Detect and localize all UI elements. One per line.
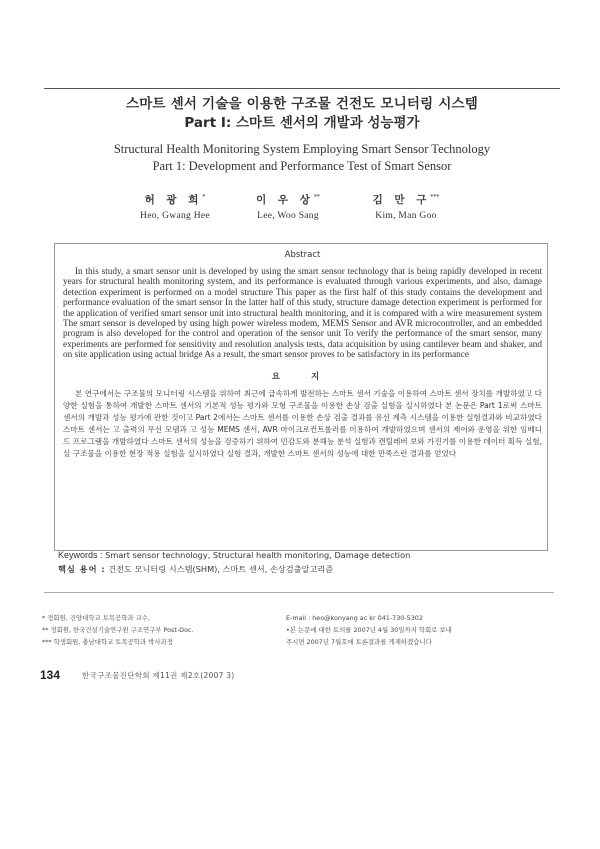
affiliation-note-3: *** 학생회원, 충남대학교 토목공학과 박사과정 xyxy=(42,638,173,646)
korean-summary-heading: 요 지 xyxy=(271,371,334,382)
title-english-line-2: Part 1: Development and Performance Test of Smart Sensor xyxy=(152,159,452,173)
affiliation-note-2: ** 정회원, 한국건설기술연구원 구조연구부 Post-Doc. xyxy=(42,626,194,634)
keywords-korean-label: 핵심 용어 : xyxy=(58,564,106,574)
keywords-english-value: Smart sensor technology, Structural health monitoring, Damage detection xyxy=(105,550,411,560)
author-1-english-name: Heo, Gwang Hee xyxy=(140,211,210,221)
korean-summary-body: 본 연구에서는 구조물의 모니터링 시스템을 위하여 최근에 급속하게 발전하는 스마트 센서 기술을 이용하여 스마트 센서 장치를 개발하였고 다양한 실험을 통하여 개발한 스마트 센서의 기본적 성능 평가와 모형 구조물을 이용한 손상 검출 실험을 실시하였다 본 논문은 Part 1로써 스마트 센서의 개발과 성능 평가에 관한 것이고 Part 2에서는 스마트 센서를 이용한 손상 검출 결과를 유선 계측 시스템을 이용한 실험결과와 비교하였다 스마트 센서는 고 출력의 무선 모뎀과 고 성능 MEMS 센서, AVR 마이크로컨트롤러를 이용하여 개발하였으며 센서의 제어와 운영을 위한 임베디드 프로그램을 개발하였다 스마트 센서의 성능을 검증하기 위하여 민감도와 분해능 분석 실험과 캔틸레버 보와 가진기를 이용한 데이터 획득 실험, 실 구조물을 이용한 현장 적용 실험을 실시하였다 실험 결과, 개발한 스마트 센서의 성능에 대한 만족스런 결과를 얻었다 xyxy=(63,388,542,458)
page-footer xyxy=(40,668,560,692)
author-3-mark: *** xyxy=(430,193,440,201)
abstract-body: In this study, a smart sensor unit is developed by using the smart sensor technology that is being rapidly developed in recent years for structural health monitoring system, and its performance is evaluated through various experiments, and also, damage detection experiment is performed on a model structure This paper as the first half of this study contains the development and performance evaluation of the smart sensor In the latter half of this study, structure damage detection experiment is performed for the application of verified smart sensor unit into structural health monitoring, and it is compared with a wire measurement system The smart sensor is developed by using high power wireless modem, MEMS Sensor and AVR microcontroller, and an embedded program is also developed for the control and operation of the sensor unit To verify the performance of the smart sensor, many experiments are performed for sensitivity and resolution analysis tests, data acquisition by using cantilever beam and shaker, and on site application using actual bridge As a result, the smart sensor proves to be satisfactory in its performance xyxy=(63,266,542,360)
abstract-heading: Abstract xyxy=(284,250,321,260)
keywords-block xyxy=(58,548,548,576)
footnote-divider xyxy=(44,592,554,593)
author-2-korean-name: 이 우 상 xyxy=(256,194,314,206)
author-2 xyxy=(228,192,348,221)
author-1 xyxy=(120,192,230,221)
discussion-note-1: •본 논문에 대한 토의를 2007년 4월 30일까지 학회로 보내 xyxy=(286,626,452,634)
title-korean-line-2: Part Ⅰ: 스마트 센서의 개발과 성능평가 xyxy=(184,115,420,131)
author-2-english-name: Lee, Woo Sang xyxy=(257,211,319,221)
author-3-english-name: Kim, Man Goo xyxy=(375,211,437,221)
author-3 xyxy=(346,192,466,221)
keywords-korean-value: 건전도 모니터링 시스템(SHM), 스마트 센서, 손상검출알고리즘 xyxy=(108,564,334,574)
abstract-box xyxy=(54,243,548,551)
keywords-english xyxy=(58,548,548,562)
title-korean-line-1: 스마트 센서 기술을 이용한 구조물 건전도 모니터링 시스템 xyxy=(125,96,479,112)
affiliation-note-1: * 정회원, 건양대학교 토목공학과 교수, xyxy=(42,614,150,622)
author-3-korean-name: 김 만 구 xyxy=(372,194,431,206)
title-english-line-1: Structural Health Monitoring System Employing Smart Sensor Technology xyxy=(113,142,491,156)
journal-citation: 한국구조물진단학회 제11권 제2호(2007 3) xyxy=(82,671,235,680)
author-2-mark: ** xyxy=(313,193,320,201)
keywords-english-label: Keywords : xyxy=(58,550,103,560)
keywords-korean xyxy=(58,562,548,576)
discussion-note-2: 주시면 2007년 7월호에 토론결과를 게재하겠습니다 xyxy=(286,638,432,646)
affiliation-notes xyxy=(42,612,262,648)
author-1-mark: * xyxy=(202,193,206,201)
contact-notes xyxy=(286,612,554,648)
contact-email: E-mail : heo@konyang ac kr 041-730-5302 xyxy=(286,614,423,622)
author-list xyxy=(120,192,480,226)
page-number: 134 xyxy=(40,668,61,682)
title-block xyxy=(44,88,560,194)
author-1-korean-name: 허 광 희 xyxy=(144,194,203,206)
